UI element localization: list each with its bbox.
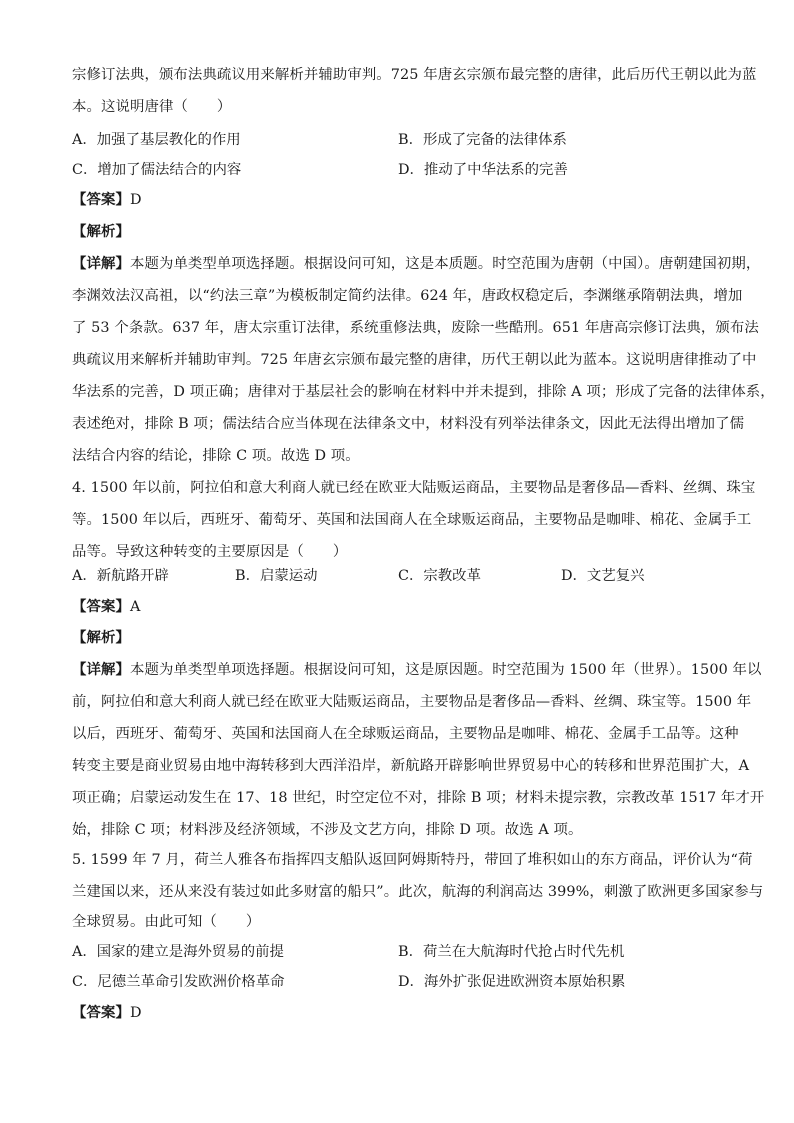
q4-answer-tag: 【答案】 — [72, 598, 130, 615]
q4-detail-line-3: 以后，西班牙、葡萄牙、英国和法国商人在全球贩运商品，主要物品是咖啡、棉花、金属手工品等。这种 — [72, 726, 739, 742]
q4-detail-line-5: 项正确；启蒙运动发生在 17、18 世纪，时空定位不对，排除 B 项；材料未提宗教，宗教改革 1517 年才开 — [72, 790, 765, 806]
q4-answer — [72, 597, 724, 617]
q4-detail-tag: 【详解】 — [72, 661, 130, 678]
q3-answer — [72, 190, 724, 210]
q5-stem-line-1: 5. 1599 年 7 月，荷兰人雅各布指挥四支船队返回阿姆斯特丹，带回了堆积如山的东方商品，评价认为“荷 — [72, 852, 753, 868]
q4-option-d: D．文艺复兴 — [561, 568, 645, 584]
q4-stem-line-3: 品等。导致这种转变的主要原因是（ ） — [72, 544, 348, 560]
q3-option-a: A．加强了基层教化的作用 — [72, 132, 241, 148]
q3-answer-tag: 【答案】 — [72, 191, 130, 208]
q3-stem-line-1: 宗修订法典，颁布法典疏议用来解析并辅助审判。725 年唐玄宗颁布最完整的唐律，此后历代王朝以此为蓝 — [72, 67, 757, 83]
q3-answer-value: D — [129, 192, 142, 208]
q3-detail-tag: 【详解】 — [72, 255, 130, 272]
q4-option-a: A．新航路开辟 — [72, 568, 169, 584]
q4-detail-line-4: 转变主要是商业贸易由地中海转移到大西洋沿岸，新航路开辟影响世界贸易中心的转移和世界范围扩大，A — [72, 758, 750, 774]
q4-detail-line-2: 前，阿拉伯和意大利商人就已经在欧亚大陆贩运商品，主要物品是奢侈品—香料、丝绸、珠宝等。1500 年 — [72, 694, 752, 710]
q5-stem-line-3: 全球贸易。由此可知（ ） — [72, 914, 261, 930]
q3-detail-line-3: 了 53 个条款。637 年，唐太宗重订法律，系统重修法典，废除一些酷刑。651 年唐高宗修订法典，颁布法 — [72, 320, 759, 336]
q4-detail-line-1: 【详解】本题为单类型单项选择题。根据设问可知，这是原因题。时空范围为 1500 年（世界）。1500 年以 — [72, 661, 762, 678]
q3-stem-line-2: 本。这说明唐律（ ） — [72, 99, 232, 115]
q4-option-b: B．启蒙运动 — [235, 568, 318, 584]
q5-option-d: D．海外扩张促进欧洲资本原始积累 — [398, 974, 626, 990]
q4-option-c: C．宗教改革 — [398, 568, 481, 584]
q4-detail-line-6: 始，排除 C 项；材料涉及经济领域，不涉及文艺方向，排除 D 项。故选 A 项。 — [72, 822, 583, 838]
q5-option-c: C．尼德兰革命引发欧洲价格革命 — [72, 974, 285, 990]
q5-stem-line-2: 兰建国以来，还从来没有装过如此多财富的船只”。此次，航海的利润高达 399%，刺激了欧洲更多国家参与 — [72, 884, 764, 900]
q4-answer-value: A — [129, 599, 141, 615]
q3-detail-line-7: 法结合内容的结论，排除 C 项。故选 D 项。 — [72, 448, 360, 464]
q5-answer-tag: 【答案】 — [72, 1004, 130, 1021]
q3-analysis-heading: 【解析】 — [72, 223, 130, 240]
q3-option-b: B．形成了完备的法律体系 — [398, 132, 567, 148]
q3-detail-line-6: 表述绝对，排除 B 项；儒法结合应当体现在法律条文中，材料没有列举法律条文，因此无法得出增加了儒 — [72, 416, 745, 432]
q5-answer — [72, 1003, 724, 1023]
q4-stem-line-2: 等。1500 年以后，西班牙、葡萄牙、英国和法国商人在全球贩运商品，主要物品是咖啡、棉花、金属手工 — [72, 512, 752, 528]
q3-option-d: D．推动了中华法系的完善 — [398, 162, 568, 178]
q4-stem-line-1: 4. 1500 年以前，阿拉伯和意大利商人就已经在欧亚大陆贩运商品，主要物品是奢侈品—香料、丝绸、珠宝 — [72, 480, 756, 496]
q3-option-c: C．增加了儒法结合的内容 — [72, 162, 242, 178]
q5-option-b: B．荷兰在大航海时代抢占时代先机 — [398, 944, 625, 960]
q4-analysis-heading: 【解析】 — [72, 629, 130, 646]
q3-detail-line-5: 华法系的完善，D 项正确；唐律对于基层社会的影响在材料中并未提到，排除 A 项；形成了完备的法律体系， — [72, 384, 775, 400]
q3-detail-line-1: 【详解】本题为单类型单项选择题。根据设问可知，这是本质题。时空范围为唐朝（中国）。唐朝建国初期， — [72, 255, 761, 272]
q3-detail-line-4: 典疏议用来解析并辅助审判。725 年唐玄宗颁布最完整的唐律，历代王朝以此为蓝本。这说明唐律推动了中 — [72, 352, 757, 368]
q5-option-a: A．国家的建立是海外贸易的前提 — [72, 944, 284, 960]
q3-detail-line-2: 李渊效法汉高祖，以“约法三章”为模板制定简约法律。624 年，唐政权稳定后，李渊继承隋朝法典，增加 — [72, 288, 743, 304]
q5-answer-value: D — [129, 1005, 142, 1021]
